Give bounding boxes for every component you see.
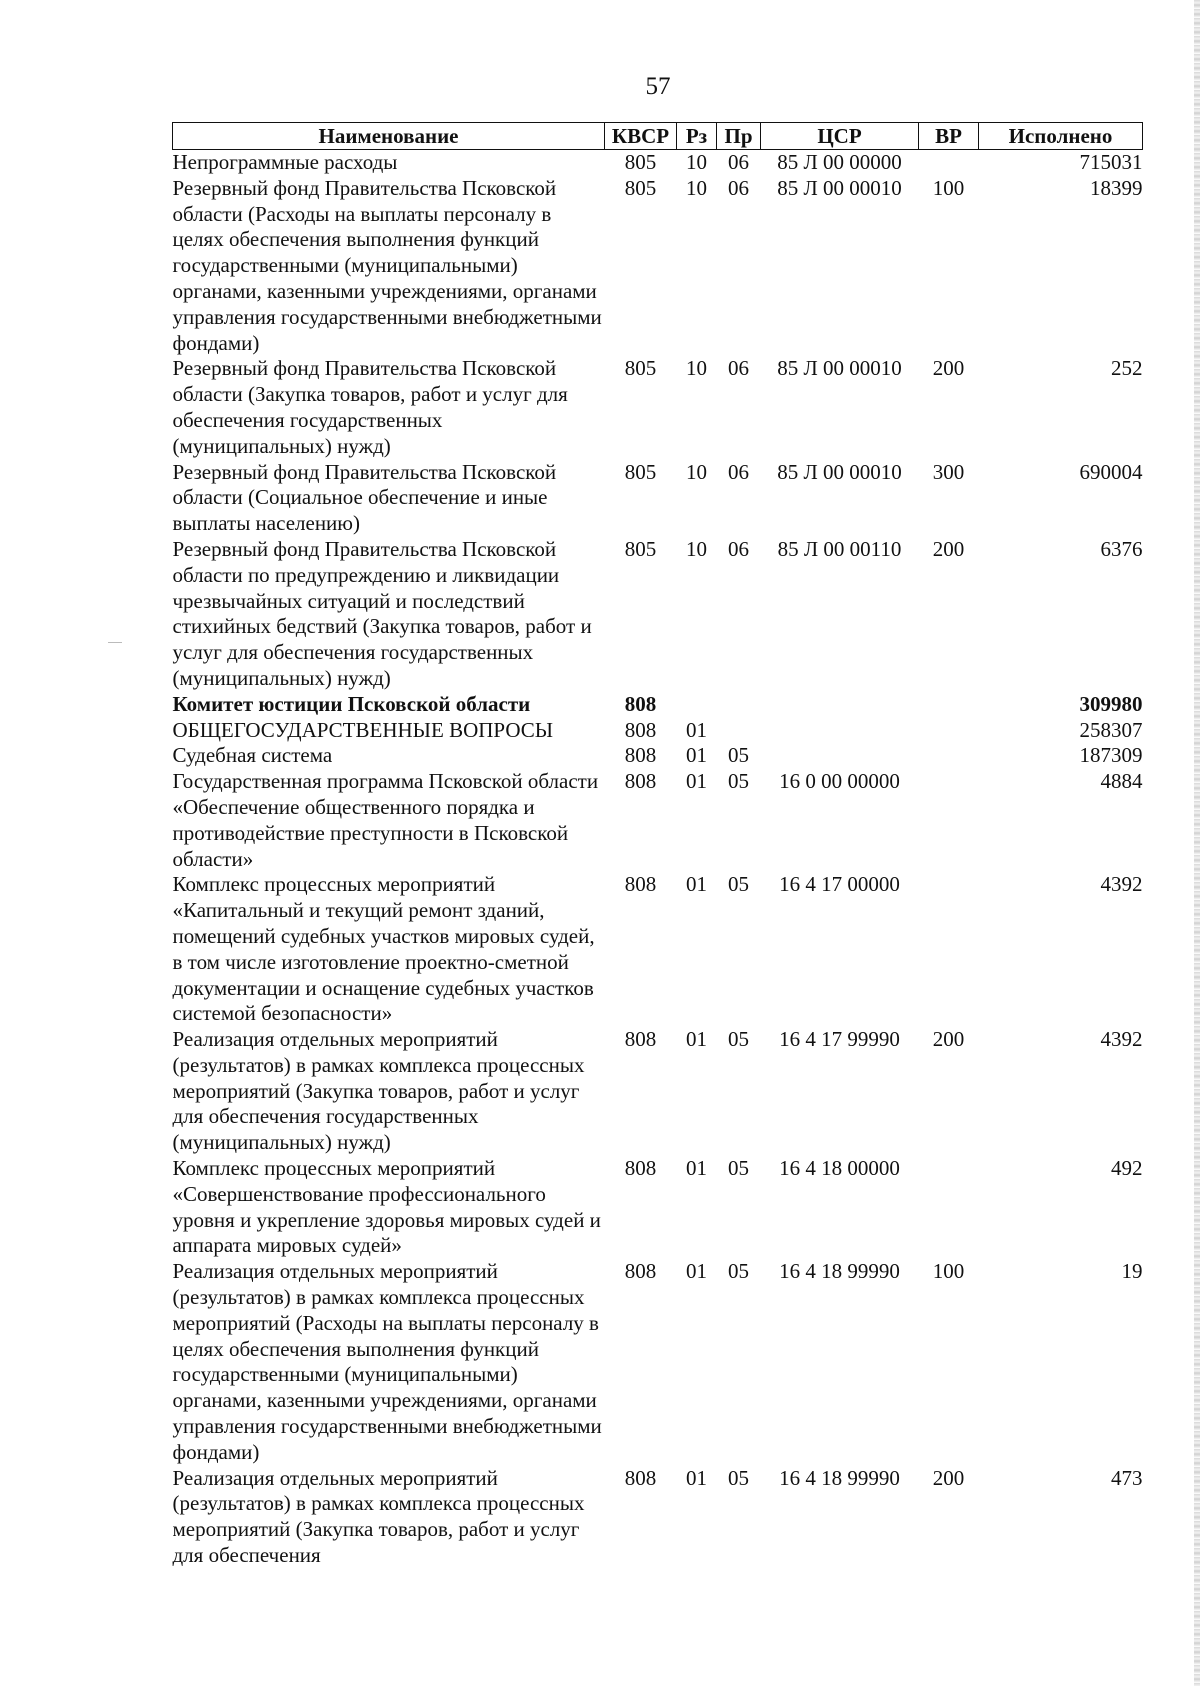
cell-total: 473	[1111, 1465, 1143, 1490]
cell-pr: 05	[728, 769, 749, 794]
table-row	[173, 872, 1143, 1027]
cell-rz: 01	[686, 1465, 707, 1490]
table-row	[173, 356, 1143, 459]
cell-pr	[717, 692, 761, 718]
table-row	[173, 537, 1143, 692]
cell-name: Резервный фонд Правительства Псковской области по предупреждению и ликвидации чрезвычайных ситуаций и последствий стихийных бедствий (Закупка товаров, работ и услуг для обеспечения государственных (муниципальных) нужд)	[172, 536, 592, 690]
cell-rz: 01	[686, 769, 707, 794]
cell-csr	[761, 743, 919, 769]
cell-pr: 06	[728, 356, 749, 381]
cell-name: Резервный фонд Правительства Псковской области (Закупка товаров, работ и услуг для обеспечения государственных (муниципальных) нужд)	[172, 356, 568, 458]
cell-name: Комплекс процессных мероприятий «Совершенствование профессионального уровня и укрепление здоровья мировых судей и аппарата мировых судей»	[172, 1156, 601, 1258]
cell-csr: 85 Л 00 00010	[777, 356, 902, 381]
header-csr: ЦСР	[761, 123, 919, 150]
cell-kvsr: 808	[624, 1027, 657, 1052]
cell-name: Реализация отдельных мероприятий (результатов) в рамках комплекса процессных мероприятий (Закупка товаров, работ и услуг для обеспечения государственных (муниципальных) нужд)	[172, 1027, 585, 1155]
cell-kvsr: 808	[624, 1156, 657, 1181]
cell-total: 309980	[1079, 691, 1143, 716]
header-name: Наименование	[173, 123, 605, 150]
cell-pr: 05	[728, 1027, 749, 1052]
cell-name: Комитет юстиции Псковской области	[172, 691, 531, 716]
header-vr: ВР	[919, 123, 979, 150]
cell-pr: 05	[728, 872, 749, 897]
cell-kvsr: 808	[624, 743, 657, 768]
cell-pr: 06	[728, 536, 749, 561]
table-row	[173, 769, 1143, 872]
cell-total: 4392	[1100, 1027, 1143, 1052]
cell-vr: 300	[932, 459, 965, 484]
scan-stray-mark	[108, 642, 122, 643]
table-row	[173, 1156, 1143, 1259]
cell-vr	[919, 743, 979, 769]
page-number: 57	[645, 73, 671, 100]
cell-vr: 200	[932, 536, 965, 561]
cell-csr: 16 0 00 00000	[779, 769, 900, 794]
table-header-row	[173, 123, 1143, 150]
cell-pr: 06	[728, 150, 749, 174]
header-pr: Пр	[717, 123, 761, 150]
cell-kvsr: 808	[624, 872, 657, 897]
cell-name: ОБЩЕГОСУДАРСТВЕННЫЕ ВОПРОСЫ	[172, 717, 554, 742]
header-kvsr: КВСР	[605, 123, 677, 150]
table-row	[173, 150, 1143, 176]
cell-name: Комплекс процессных мероприятий «Капитальный и текущий ремонт зданий, помещений судебных участков мировых судей, в том числе изготовление проектно-сметной документации и оснащение судебных участков системой безопасности»	[172, 872, 595, 1026]
cell-rz: 01	[686, 1156, 707, 1181]
cell-kvsr: 805	[624, 150, 657, 174]
cell-name: Реализация отдельных мероприятий (результатов) в рамках комплекса процессных мероприятий (Расходы на выплаты персоналу в целях обеспечения выполнения функций государственными (муниципальными) органами, казенными учреждениями, органами управления государственными внебюджетными фондами)	[172, 1259, 602, 1464]
cell-vr: 100	[932, 175, 965, 200]
table-row	[173, 718, 1143, 744]
cell-csr: 16 4 17 99990	[779, 1027, 900, 1052]
cell-rz: 10	[686, 175, 707, 200]
cell-vr: 200	[932, 1027, 965, 1052]
cell-kvsr: 805	[624, 536, 657, 561]
cell-vr	[919, 150, 979, 176]
cell-total: 19	[1121, 1259, 1143, 1284]
cell-rz: 01	[686, 1027, 707, 1052]
cell-csr: 85 Л 00 00010	[777, 175, 902, 200]
cell-kvsr: 808	[624, 1465, 657, 1490]
cell-vr	[919, 692, 979, 718]
cell-total: 715031	[1079, 150, 1143, 174]
cell-rz: 01	[686, 872, 707, 897]
cell-kvsr: 805	[624, 356, 657, 381]
cell-pr: 05	[728, 1465, 749, 1490]
cell-csr	[761, 692, 919, 718]
budget-table	[172, 122, 1143, 1569]
cell-vr	[919, 718, 979, 744]
scan-edge	[1194, 0, 1200, 1686]
cell-name: Судебная система	[172, 743, 333, 768]
cell-pr: 05	[728, 743, 749, 768]
cell-csr: 85 Л 00 00000	[777, 150, 902, 174]
cell-vr	[919, 1156, 979, 1259]
cell-csr: 85 Л 00 00110	[777, 536, 902, 561]
cell-rz: 10	[686, 356, 707, 381]
table-row	[173, 1259, 1143, 1465]
cell-kvsr: 808	[624, 1259, 657, 1284]
cell-name: Государственная программа Псковской области «Обеспечение общественного порядка и противодействие преступности в Псковской области»	[172, 769, 599, 871]
cell-rz: 10	[686, 459, 707, 484]
cell-rz: 01	[686, 717, 707, 742]
cell-total: 187309	[1079, 743, 1143, 768]
header-rz: Рз	[677, 123, 717, 150]
cell-csr: 85 Л 00 00010	[777, 459, 902, 484]
table-row	[173, 176, 1143, 357]
cell-rz	[677, 692, 717, 718]
table-body	[173, 150, 1143, 1569]
table-row	[173, 1466, 1143, 1569]
table-row	[173, 692, 1143, 718]
cell-total: 492	[1111, 1156, 1143, 1181]
cell-pr: 05	[728, 1259, 749, 1284]
cell-total: 252	[1111, 356, 1143, 381]
cell-vr	[919, 769, 979, 872]
cell-total: 6376	[1100, 536, 1143, 561]
cell-rz: 10	[686, 150, 707, 174]
cell-total: 18399	[1090, 175, 1143, 200]
table-row	[173, 1027, 1143, 1156]
cell-kvsr: 805	[624, 175, 657, 200]
cell-rz: 01	[686, 743, 707, 768]
cell-vr: 200	[932, 356, 965, 381]
cell-kvsr: 808	[624, 691, 657, 716]
table-row	[173, 743, 1143, 769]
cell-pr	[717, 718, 761, 744]
cell-rz: 10	[686, 536, 707, 561]
cell-pr: 06	[728, 459, 749, 484]
cell-vr: 100	[932, 1259, 965, 1284]
cell-total: 4392	[1100, 872, 1143, 897]
cell-csr: 16 4 18 99990	[779, 1259, 900, 1284]
cell-vr	[919, 872, 979, 1027]
cell-name: Резервный фонд Правительства Псковской области (Социальное обеспечение и иные выплаты населению)	[172, 459, 557, 536]
cell-total: 4884	[1100, 769, 1143, 794]
cell-total: 258307	[1079, 717, 1143, 742]
cell-vr: 200	[932, 1465, 965, 1490]
cell-name: Реализация отдельных мероприятий (результатов) в рамках комплекса процессных мероприятий (Закупка товаров, работ и услуг для обеспечения	[172, 1465, 585, 1568]
cell-kvsr: 808	[624, 769, 657, 794]
cell-total: 690004	[1079, 459, 1143, 484]
cell-csr: 16 4 18 00000	[779, 1156, 900, 1181]
cell-csr	[761, 718, 919, 744]
cell-pr: 05	[728, 1156, 749, 1181]
cell-csr: 16 4 18 99990	[779, 1465, 900, 1490]
cell-kvsr: 808	[624, 717, 657, 742]
header-total: Исполнено	[979, 123, 1143, 150]
cell-rz: 01	[686, 1259, 707, 1284]
table-row	[173, 460, 1143, 537]
cell-name: Непрограммные расходы	[172, 150, 398, 174]
cell-pr: 06	[728, 175, 749, 200]
cell-csr: 16 4 17 00000	[779, 872, 900, 897]
cell-kvsr: 805	[624, 459, 657, 484]
cell-name: Резервный фонд Правительства Псковской области (Расходы на выплаты персоналу в целях обеспечения выполнения функций государственными (муниципальными) органами, казенными учреждениями, органами управления государственными внебюджетными фондами)	[172, 175, 602, 355]
